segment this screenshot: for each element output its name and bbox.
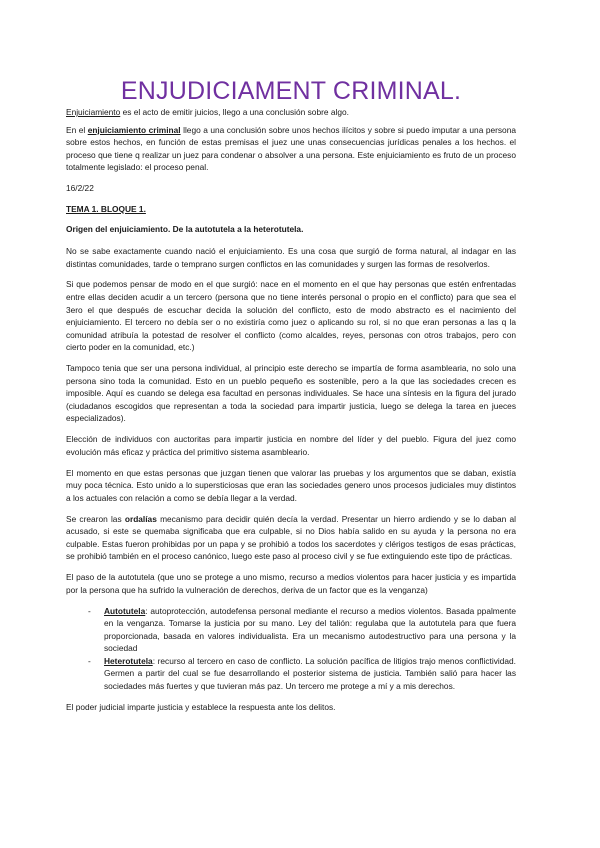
ordalias-prefix: Se crearon las xyxy=(66,513,125,524)
paragraph-2: Si que podemos pensar de modo en el que surgió: nace en el momento en el que hay personas que estén enfrentadas entre ellas deciden acudir a un tercero (persona que no tiene interés personal o propio en el conflicto) para que sea el 3ero el que después de escuchar decida la solución del conflicto, esto de modo abstracto es el nacimiento del enjuiciamiento. El tercero no debía ser o no existiría como juez o aplicando su rol, si no que eran personas a las q la comunidad atribuía la potestad de resolver el conflicto (como alcaldes, reyes, personas con otros trabajos, pero con cierto poder en la comunidad, etc.) xyxy=(66,279,516,353)
criminal-prefix: En el xyxy=(66,124,88,135)
list-item xyxy=(88,655,516,693)
ordalias-paragraph xyxy=(66,513,516,563)
date-label: 16/2/22 xyxy=(66,183,94,194)
criminal-paragraph xyxy=(66,124,516,174)
paragraph-3: Tampoco tenia que ser una persona individual, al principio este derecho se impartía de forma asamblearia, no solo una persona sino toda la comunidad. Esto en un pueblo pequeño es sostenible, pero a la que las sociedades crecen es imposible. Aquí es cuando se delega esa facultad en personas individuales. Se hace una síntesis en la figura del jurado (ciudadanos escogidos que representan a toda la sociedad para impartir justicia, luego se delega la tarea en jueces especializados). xyxy=(66,363,516,424)
ordalias-text: mecanismo para decidir quién decía la verdad. Presentar un hierro ardiendo y se lo daban al acusado, si este se quemaba significaba que era culpable, si no Dios había salido en su ayuda y la persona no era culpable. Estas fueron prohibidas por un papa y se prohibió a todos los sacerdotes y clérigos testigos de esas prácticas, se prohibió también en el proceso canónico, luego este paso al proceso civil y se fue extinguiendo este tipo de prácticas. xyxy=(66,513,516,562)
paragraph-4: Elección de individuos con auctoritas para impartir justicia en nombre del líder y del pueblo. Figura del juez como evolución más eficaz y práctica del primitivo sistema asambleario. xyxy=(66,434,516,457)
paragraph-1: No se sabe exactamente cuando nació el enjuiciamiento. Es una cosa que surgió de forma natural, al indagar en las distintas comunidades, tarde o temprano surgen conflictos en las comunidades y surgen las formas de resolverlos. xyxy=(66,245,516,269)
list-item xyxy=(88,605,516,655)
tutela-list xyxy=(66,605,516,693)
dash-bullet: - xyxy=(88,605,91,616)
intro-term: Enjuiciamiento xyxy=(66,107,121,117)
list-item-text: : recurso al tercero en caso de conflicto. La solución pacífica de litigios trajo menos conflictividad. Germen a partir del cual se fue desarrollando el posterior sistema de justicia. También salió para hacer las sociedades más fuertes y que tuvieran más paz. Un tercero me protege a mí y a mis derechos. xyxy=(104,655,516,692)
list-item-text: : autoprotección, autodefensa personal mediante el recurso a medios violentos. Basada ppalmente en la venganza. Tomarse la justicia por su mano. Ley del talión: regulaba que la autotutela para que fuera proporcionada, basada en valores individualista. Era un mecanismo autodestructivo para una persona y la sociedad xyxy=(104,605,516,654)
section-subheading: Origen del enjuiciamiento. De la autotutela a la heterotutela. xyxy=(66,224,304,235)
list-item-term: Autotutela xyxy=(104,605,146,616)
ordalias-term: ordalías xyxy=(124,513,157,524)
paragraph-5: El momento en que estas personas que juzgan tienen que valorar las pruebas y los argumentos que se daban, existía muy poca técnica. Esto unido a lo supersticiosas que eran las sociedades genero unos procesos judiciales muy distintos a los actuales con relación a como se debía llegar a la verdad. xyxy=(66,467,516,503)
intro-text: es el acto de emitir juicios, llego a una conclusión sobre algo. xyxy=(120,107,349,117)
criminal-text: llego a una conclusión sobre unos hechos ilícitos y sobre si puedo imputar a una persona sobre estos hechos, en función de estas premisas el juez une unas consecuencias jurídicas penales a los hechos. el proceso que tiene q realizar un juez para condenar o absolver a una persona. Este enjuiciamiento es fruto de un proceso totalmente legislado: el proceso penal. xyxy=(66,124,516,173)
section-heading: TEMA 1. BLOQUE 1. xyxy=(66,203,146,214)
criminal-term: enjuiciamiento criminal xyxy=(87,124,181,135)
closing-paragraph: El poder judicial imparte justicia y establece la respuesta ante los delitos. xyxy=(66,701,336,712)
autotutela-intro: El paso de la autotutela (que uno se protege a uno mismo, recurso a medios violentos para hacer justicia y es impartida por la persona que ha sufrido la vulneración de derechos, deriva de un factor que es la venganza) xyxy=(66,572,516,595)
list-item-term: Heterotutela xyxy=(104,655,153,666)
dash-bullet: - xyxy=(88,655,91,666)
document-body xyxy=(66,106,516,713)
intro-paragraph xyxy=(66,106,516,119)
page-title: ENJUDICIAMENT CRIMINAL. xyxy=(120,77,462,105)
